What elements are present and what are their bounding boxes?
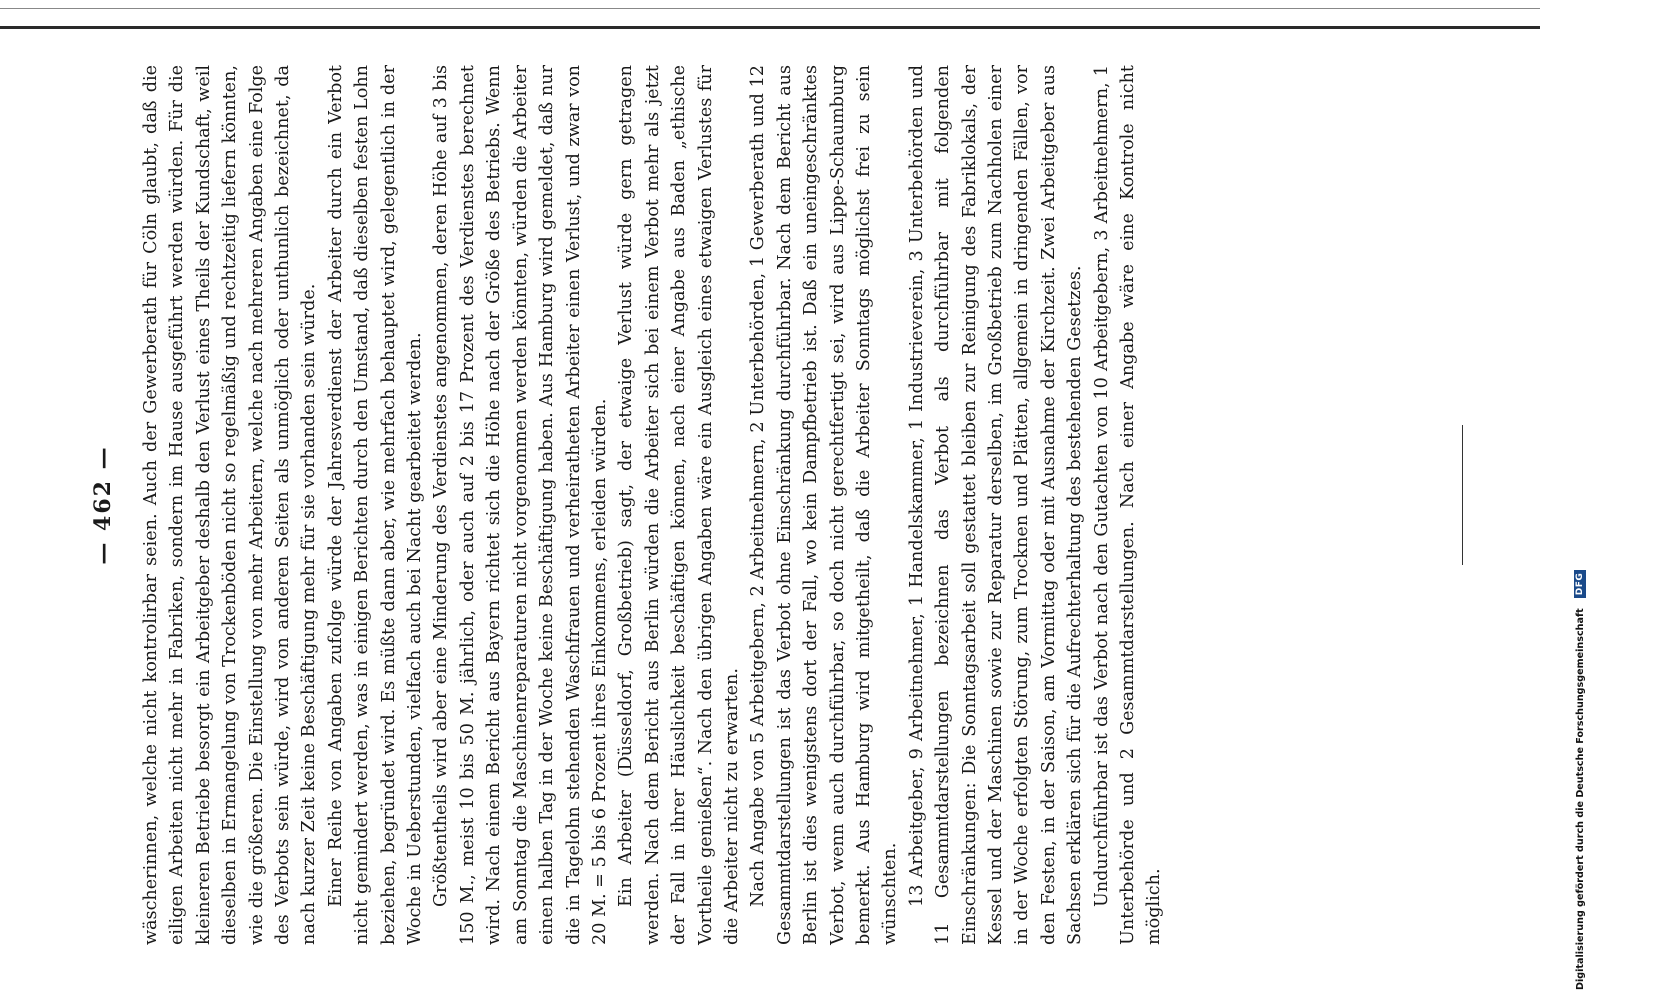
scan-edge-line: [0, 8, 1540, 9]
paragraph: Undurchführbar ist das Verbot nach den Gutachten von 10 Arbeitgebern, 3 Arbeitnehmern, 1 Unterbehörde und 2 Gesammtdarstellungen. Nach einer Angabe wäre eine Kontrole nicht möglich.: [1091, 65, 1165, 945]
paragraph: Einer Reihe von Angaben zufolge würde der Jahresverdienst der Arbeiter durch ein Verbot nicht gemindert werden, was in einigen Berichten durch den Umstand, daß dieselben festen Lohn beziehen, begründet wird. Es müßte dann aber, wie mehrfach behauptet wird, gelegentlich in der Woche in Ueberstunden, vielfach auch bei Nacht gearbeitet werden.: [325, 65, 426, 945]
paragraph: Nach Angabe von 5 Arbeitgebern, 2 Arbeitnehmern, 2 Unterbehörden, 1 Gewerberath und 12 Gesammtdarstellungen ist das Verbot ohne Einschränkung durchführbar. Nach dem Bericht aus Berlin ist dies wenigstens dort der Fall, wo kein Dampfbetrieb ist. Daß ein uneingeschränktes Verbot, wenn auch durchführbar, so doch nicht gerechtfertigt sei, wird aus Lippe-Schaumburg bemerkt. Aus Hamburg wird mitgetheilt, daß die Arbeiter Sonntags möglichst frei zu sein wünschten.: [748, 65, 901, 945]
page-top-border: [0, 26, 1540, 29]
dfg-logo: DFG: [1574, 570, 1586, 599]
paragraph: Größtentheils wird aber eine Minderung des Verdienstes angenommen, deren Höhe auf 3 bis 150 M., meist 10 bis 50 M. jährlich, oder auch auf 2 bis 17 Prozent des Verdienstes berechnet wird. Nach einem Bericht aus Bayern richtet sich die Höhe nach der Größe des Betriebs. Wenn am Sonntag die Maschinenreparaturen nicht vorgenommen werden könnten, würden die Arbeiter einen halben Tag in der Woche keine Beschäftigung haben. Aus Hamburg wird gemeldet, daß nur die in Tagelohn stehenden Waschfrauen und verheiratheten Arbeiter einen Verlust, und zwar von 20 M. = 5 bis 6 Prozent ihres Einkommens, erleiden würden.: [431, 65, 610, 945]
digitization-credit-text: Digitalisierung gefördert durch die Deutsche Forschungsgemeinschaft: [1574, 608, 1586, 990]
rotated-page: [90, 65, 1490, 945]
paragraph: wäscherinnen, welche nicht kontrolirbar seien. Auch der Gewerberath für Cöln glaubt, daß die eiligen Arbeiten nicht mehr in Fabriken, sondern im Hause ausgeführt werden würden. Für die kleineren Betriebe besorgt ein Arbeitgeber deshalb den Verlust eines Theils der Kundschaft, weil dieselben in Ermangelung von Trockenböden nicht so regelmäßig und rechtzeitig liefern könnten, wie die größeren. Die Einstellung von mehr Arbeitern, welche nach mehreren Angaben eine Folge des Verbots sein würde, wird von anderen Seiten als unmöglich oder unthunlich bezeichnet, da nach kurzer Zeit keine Beschäftigung mehr für sie vorhanden sein würde.: [141, 65, 320, 945]
section-end-rule: [1462, 425, 1463, 565]
paragraph: 13 Arbeitgeber, 9 Arbeitnehmer, 1 Handelskammer, 1 Industrieverein, 3 Unterbehörden und 11 Gesammtdarstellungen bezeichnen das Verbot als durchführbar mit folgenden Einschränkungen: Die Sonntagsarbeit soll gestattet bleiben zur Reinigung des Fabriklokals, der Kessel und der Maschinen sowie zur Reparatur derselben, im Großbetrieb zum Nachholen einer in der Woche erfolgten Störung, zum Trocknen und Plätten, allgemein in dringenden Fällen, vor den Festen, in der Saison, am Vormittag oder mit Ausnahme der Kirchzeit. Zwei Arbeitgeber aus Sachsen erklären sich für die Aufrechterhaltung des bestehenden Gesetzes.: [906, 65, 1086, 945]
page-text: [138, 65, 1168, 945]
paragraph: Ein Arbeiter (Düsseldorf, Großbetrieb) sagt, der etwaige Verlust würde gern getragen werden. Nach dem Bericht aus Berlin würden die Arbeiter sich bei einem Verbot mehr als jetzt der Fall in ihrer Häuslichkeit beschäftigen können, nach einer Angabe aus Baden „ethische Vortheile genießen“. Nach den übrigen Angaben wäre ein Ausgleich eines etwaigen Verlustes für die Arbeiter nicht zu erwarten.: [616, 65, 742, 945]
page-number: — 462 —: [90, 445, 116, 565]
digitization-credit: [1574, 10, 1586, 990]
